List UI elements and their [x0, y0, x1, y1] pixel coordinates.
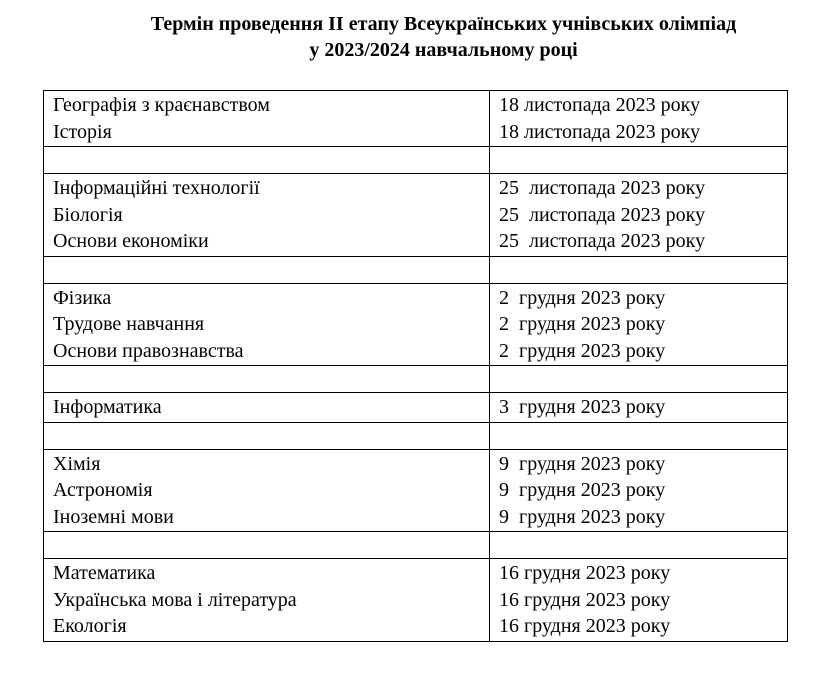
subjects-cell — [44, 393, 490, 423]
subject-name: Біологія — [53, 203, 123, 226]
empty-cell — [490, 256, 788, 283]
olympiad-date: 25 листопада 2023 року — [499, 203, 706, 226]
subject-name: Українська мова і література — [53, 588, 297, 611]
document-title-line-1: Термін проведення ІІ етапу Всеукраїнських учнівських олімпіад — [150, 13, 737, 35]
spacer-row — [44, 422, 788, 449]
dates-cell — [490, 449, 788, 532]
empty-cell — [490, 147, 788, 174]
olympiad-date: 9 грудня 2023 року — [499, 452, 666, 475]
subjects-cell — [44, 283, 490, 366]
schedule-row-group — [44, 393, 788, 423]
olympiad-date: 18 листопада 2023 року — [499, 120, 701, 143]
olympiad-date: 2 грудня 2023 року — [499, 286, 666, 309]
schedule-row-group — [44, 91, 788, 147]
subject-name: Історія — [53, 120, 112, 143]
subject-name: Математика — [53, 562, 156, 584]
subject-name: Іноземні мови — [53, 505, 174, 528]
spacer-row — [44, 256, 788, 283]
olympiad-date: 16 грудня 2023 року — [499, 615, 671, 637]
olympiad-date: 9 грудня 2023 року — [499, 505, 666, 528]
subject-name: Трудове навчання — [53, 313, 205, 335]
dates-cell — [490, 174, 788, 257]
olympiad-date: 25 листопада 2023 року — [499, 230, 706, 252]
empty-cell — [44, 147, 490, 174]
schedule-row-group — [44, 449, 788, 532]
subject-name: Основи економіки — [53, 230, 209, 252]
olympiad-date: 25 листопада 2023 року — [499, 177, 706, 199]
subjects-cell — [44, 559, 490, 642]
subjects-cell — [44, 174, 490, 257]
dates-cell — [490, 283, 788, 366]
spacer-row — [44, 532, 788, 559]
subject-name: Основи правознавства — [53, 339, 244, 362]
olympiad-date: 16 грудня 2023 року — [499, 562, 671, 584]
olympiad-date: 3 грудня 2023 року — [499, 396, 666, 418]
olympiad-date: 9 грудня 2023 року — [499, 479, 666, 501]
empty-cell — [44, 422, 490, 449]
subject-name: Географія з краєнавством — [53, 94, 270, 116]
subject-name: Астрономія — [53, 479, 153, 501]
dates-cell — [490, 91, 788, 147]
empty-cell — [490, 532, 788, 559]
empty-cell — [490, 422, 788, 449]
dates-cell — [490, 393, 788, 423]
subject-name: Хімія — [53, 452, 101, 475]
schedule-row-group — [44, 559, 788, 642]
olympiad-schedule-table — [43, 90, 788, 642]
olympiad-date: 18 листопада 2023 року — [499, 94, 701, 116]
subject-name: Інформаційні технології — [53, 177, 260, 199]
spacer-row — [44, 147, 788, 174]
subject-name: Інформатика — [53, 396, 162, 418]
olympiad-date: 2 грудня 2023 року — [499, 313, 666, 335]
empty-cell — [44, 532, 490, 559]
empty-cell — [44, 366, 490, 393]
spacer-row — [44, 366, 788, 393]
subjects-cell — [44, 91, 490, 147]
schedule-row-group — [44, 283, 788, 366]
empty-cell — [490, 366, 788, 393]
subject-name: Екологія — [53, 615, 127, 637]
schedule-row-group — [44, 174, 788, 257]
olympiad-date: 2 грудня 2023 року — [499, 339, 666, 362]
dates-cell — [490, 559, 788, 642]
empty-cell — [44, 256, 490, 283]
subjects-cell — [44, 449, 490, 532]
olympiad-date: 16 грудня 2023 року — [499, 588, 671, 611]
subject-name: Фізика — [53, 286, 112, 309]
document-title-line-2: у 2023/2024 навчальному році — [309, 39, 578, 61]
